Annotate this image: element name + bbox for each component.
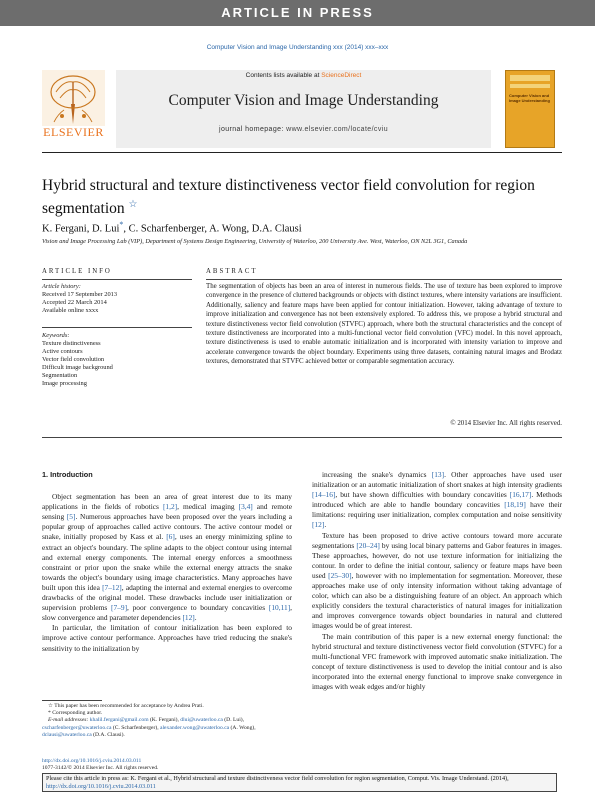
author-list [42,220,552,235]
journal-cover-image[interactable] [505,70,555,148]
paragraph-text: , uses an energy minimizing spline to extract an object's boundary. The spline adapts to the object contour using internal and external energy components. The internal energy enforces a smoothness constraint or prior upon the snake while the external energy attracts the snake towards the object's boundary using image characteristics. Many approaches have built upon this idea [42,532,292,592]
paragraph-text: have their limitations: requiring user initialization, complex computation and noise sensitivity [312,500,562,520]
article-title-text: Hybrid structural and texture distinctiveness vector field convolution for region segmentation [42,177,535,218]
paragraph-text: . [194,613,197,623]
paragraph-text: , medical imaging [177,502,239,512]
paragraph-text: , adapting the internal and external energies to overcome drawbacks of the original model. These drawbacks include user initialization or supervision problems [42,582,292,613]
citation-link[interactable]: [7–9] [111,603,128,613]
citation-link[interactable]: [10,11] [268,603,291,613]
journal-banner-center [116,70,491,148]
history-label: Article history: [42,283,81,290]
sciencedirect-link[interactable]: ScienceDirect [321,72,362,79]
abstract-bottom-rule [42,437,562,438]
paragraph-text: , but have shown difficulties with boundary concavities [335,490,510,500]
journal-banner [42,70,553,148]
paragraph-text: and remote sensing [42,502,292,522]
issn-line: 1077-3142/© 2014 Elsevier Inc. All rights reserved. [42,765,159,772]
citation-link[interactable]: [25–30] [328,570,352,580]
keyword-item: Segmentation [42,372,78,379]
contents-line [116,72,491,79]
body-paragraph [42,623,292,653]
citation-link[interactable]: [7–12] [102,582,122,592]
author-name[interactable]: , C. Scharfenberger, A. Wong, D.A. Clausi [123,223,302,235]
abstract-text: The segmentation of objects has been an area of interest in numerous fields. The use of texture has been explored to improve convergence in the presence of cluttered backgrounds or objects with distinct textures, where intensity variations are insufficient. Additionally, saliency and feature maps have been applied for contour initialization. However, taking advantage of texture to improve initialization and convergence has not been extensively explored. To address this, we propose a hybrid structural and texture distinctiveness vector field convolution (STVFC) approach, where both the structural characteristics and the concept of texture distinctiveness are incorporated into a multi-functional vector field convolution (VFC) model. In this novel approach, texture distinctiveness is used to enable automatic initialization and is incorporated with intensity variation to improve and accelerate convergence towards the object boundary. Experiments using three datasets, containing natural images and Brodatz textures, demonstrated that STVFC achieved better or comparable segmentation accuracy. [206,283,562,366]
keywords-label: Keywords: [42,332,70,339]
body-right-column [312,470,562,692]
email-owner: (A. Wong), [229,724,256,731]
citation-doi-link[interactable]: http://dx.doi.org/10.1016/j.cviu.2014.03.011 [46,783,156,790]
cover-band [510,75,550,81]
abstract-copyright: © 2014 Elsevier Inc. All rights reserved. [450,420,562,427]
paragraph-text: , poor convergence to boundary concavities [127,603,269,613]
affiliation: Vision and Image Processing Lab (VIP), Department of Systems Design Engineering, University of Waterloo, 200 University Ave. West, Waterloo, ON N2L 3G1, Canada [42,238,468,245]
history-item: Accepted 22 March 2014 [42,299,107,306]
journal-homepage [116,126,491,133]
body-left-column [42,470,292,654]
banner-rule [42,152,562,153]
title-footnote: ☆ This paper has been recommended for acceptance by Andrea Prati. [48,703,204,709]
abstract-rule [206,279,562,280]
paragraph-text: , slow convergence and parameter dependencies [42,603,293,623]
email-label: E-mail addresses: [48,717,89,724]
keywords-rule [42,327,192,328]
citation-link[interactable]: [16,17] [509,490,532,500]
paragraph-text: , however with no implementation for segmentation. Moreover, these approaches make use of only intensity information without taking advantage of color, which can also be a distinguishing feature of an object. An approach which explicitly considers the textural characteristics of natural images for initialization and improves convergence towards object boundaries in natural and cluttered images would be of great interest. [312,570,562,631]
author-name[interactable]: K. Fergani, [42,223,90,235]
email-link[interactable]: dlui@uwaterloo.ca [180,717,223,724]
article-in-press-banner: ARTICLE IN PRESS [0,0,595,26]
keyword-item: Image processing [42,380,87,387]
doi-link[interactable]: http://dx.doi.org/10.1016/j.cviu.2014.03.011 [42,758,142,764]
journal-reference[interactable]: Computer Vision and Image Understanding xxx (2014) xxx–xxx [206,44,389,51]
article-info-rule [42,279,192,280]
citation-link[interactable]: [18,19] [504,500,526,510]
journal-title: Computer Vision and Image Understanding [168,92,439,109]
paragraph-text: . Methods introduced which are able to handle boundary concavities [312,490,562,510]
corresponding-footnote: * Corresponding author. [48,710,103,717]
cover-band [510,84,550,88]
paragraph-text: increasing the snake's dynamics [322,470,432,479]
elsevier-wordmark: ELSEVIER [43,125,104,139]
body-paragraph [42,492,292,623]
citation-text: Please cite this article in press as: K. Fergani et al., Hybrid structural and texture distinctiveness vector field convolution for region segmentation, Comput. Vis. Image Understand. (2014), [46,775,509,782]
citation-link[interactable]: [20–24] [356,540,380,550]
email-owner: (D. Lui), [222,717,245,724]
footnote-rule [42,700,102,701]
section-heading: 1. Introduction [42,470,93,479]
citation-link[interactable]: [13] [431,470,445,479]
corresponding-author-mark[interactable]: * [119,220,124,229]
body-paragraph [312,470,562,531]
article-title [42,176,542,218]
cover-title: Computer Vision and Image Understanding [509,93,550,103]
paragraph-text: . Numerous approaches have been proposed over the years including a popular group of approaches called active contours. The active contour model or snake, initially proposed by Kass et al. [42,512,292,542]
keyword-item: Vector field convolution [42,356,105,363]
paragraph-text: Texture has been proposed to drive active contours toward more accurate segmentations [312,530,562,550]
homepage-link[interactable]: www.elsevier.com/locate/cviu [286,126,388,133]
email-footnote [42,717,302,739]
paragraph-text: The main contribution of this paper is a new external energy functional: the hybrid structural and texture distinctiveness vector field convolution (STVFC) for a multi-functional VFC framework with improved automatic snake initialization. The concept of texture distinctiveness is used to develop the initial contour and is also incorporated into the external energy functional to improve snake convergence in images with weak edges and/or highly [312,631,562,691]
citation-link[interactable]: [14–16] [312,490,336,500]
doi-block [42,758,302,772]
email-link[interactable]: cscharfenberger@uwaterloo.ca [42,724,112,731]
paragraph-text: Object segmentation has been an area of great interest due to its many applications in the fields of robotics [42,492,292,512]
title-footnote-mark[interactable]: ☆ [128,199,138,210]
abstract-heading: ABSTRACT [206,268,258,275]
body-paragraph [312,632,562,693]
citation-link[interactable]: [6] [166,532,175,542]
article-info-heading: ARTICLE INFO [42,268,112,275]
footnotes [42,703,302,739]
author-name[interactable]: D. Lui [91,223,120,235]
email-owner: (K. Fergani), [148,717,181,724]
keyword-item: Difficult image background [42,364,113,371]
citation-link[interactable]: [5] [66,512,76,522]
elsevier-tree-icon [42,70,105,126]
elsevier-logo[interactable] [42,70,105,148]
history-item: Available online xxxx [42,307,99,314]
paragraph-text: In particular, the limitation of contour initialization has been explored to improve active contour performance. Approaches have tried reducing the snake's sensitivity to the initialization by [42,623,292,653]
email-owner: (D.A. Clausi). [91,731,125,738]
body-paragraph [312,531,562,632]
keywords [42,332,192,388]
email-link[interactable]: dclausi@uwaterloo.ca [42,731,92,738]
paragraph-text: by using local binary patterns and Gabor features in images. These approaches, however, do not use texture information for initializing the contour. In order to define the initial contour, saliency or feature maps have been used [312,540,562,580]
citation-link[interactable]: [3,4] [238,502,253,512]
citation-link[interactable]: [12] [312,520,325,530]
paragraph-text: . Other approaches have used user initialization or an automatic initialization of short snakes at high intensity gradients [312,470,562,490]
citation-box [42,773,557,792]
paragraph-text: . [324,520,327,530]
email-link[interactable]: alexander.wong@uwaterloo.ca [160,724,230,731]
history-item: Received 17 September 2013 [42,291,118,298]
keyword-item: Texture distinctiveness [42,340,101,347]
keyword-item: Active contours [42,348,83,355]
homepage-prefix: journal homepage: [218,126,284,133]
email-owner: (C. Scharfenberger), [111,724,161,731]
email-link[interactable]: khalil.fergani@gmail.com [89,717,149,724]
citation-link[interactable]: [12] [182,613,195,623]
citation-link[interactable]: [1,2] [162,502,178,512]
contents-prefix: Contents lists available at [245,72,320,79]
article-history [42,283,192,315]
